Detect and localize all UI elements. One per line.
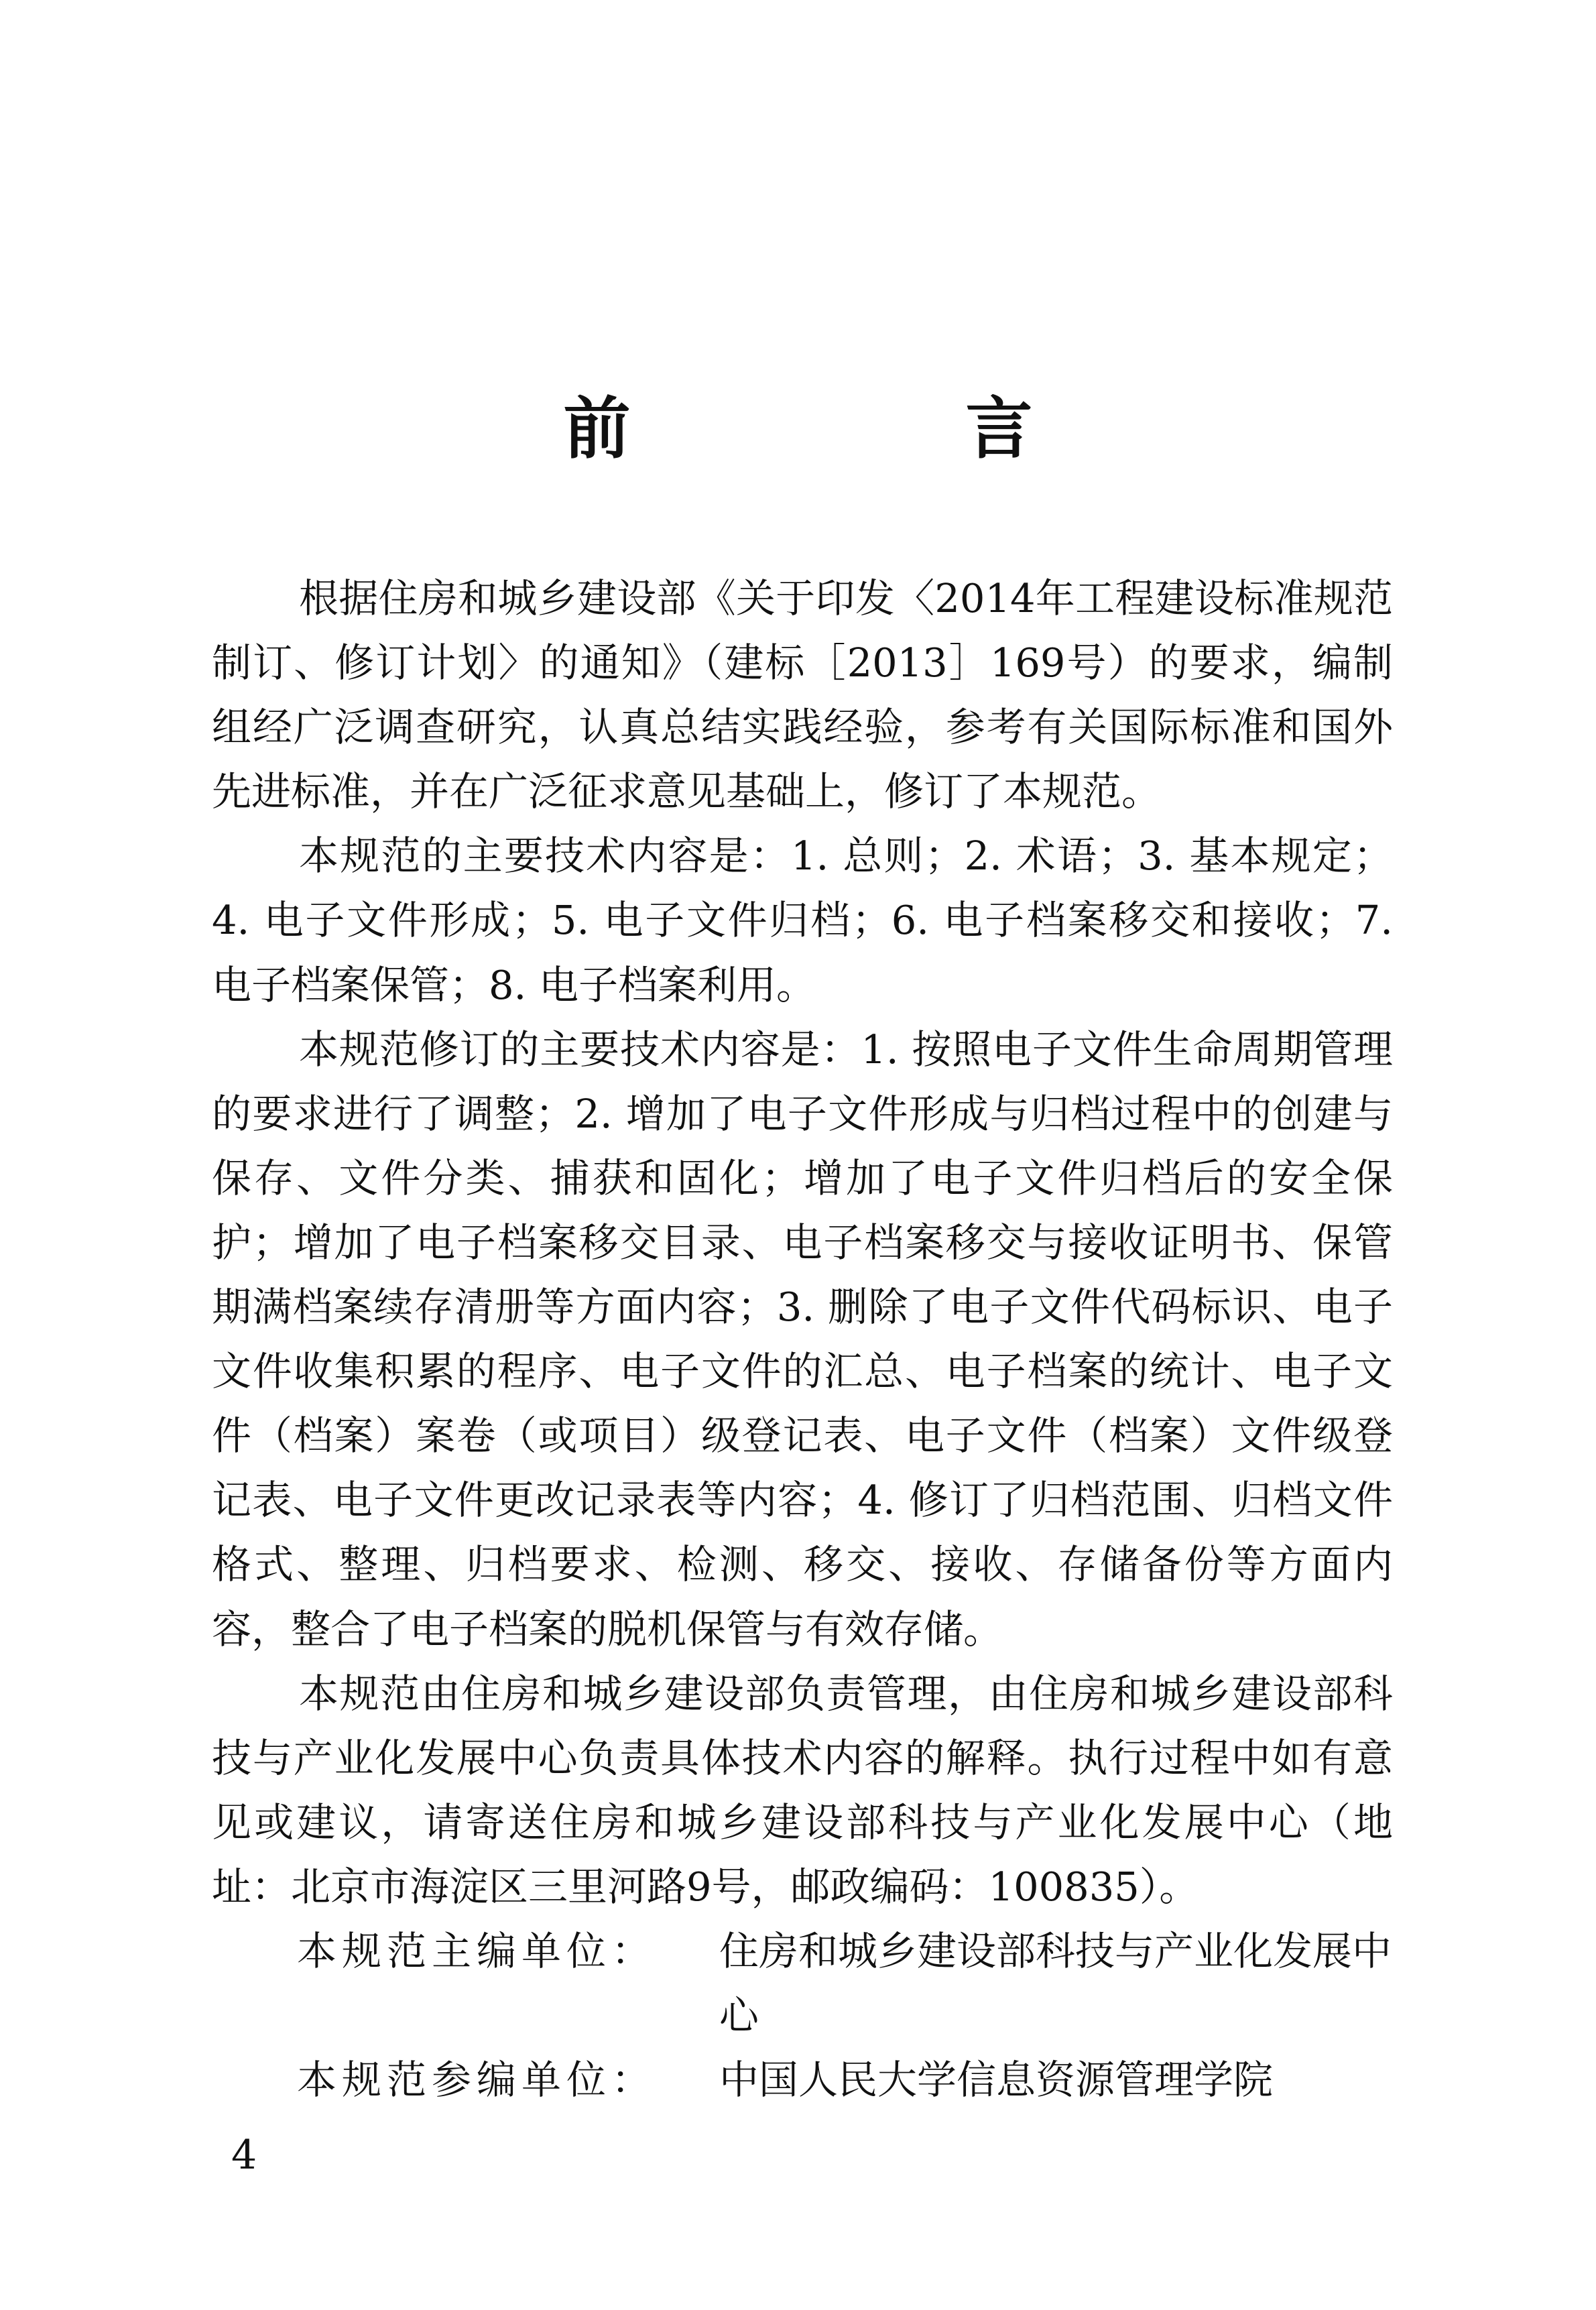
paragraph-background: 根据住房和城乡建设部《关于印发〈2014年工程建设标准规范制订、修订计划〉的通知》（建标［2013］169号）的要求，编制组经广泛调查研究，认真总结实践经验，参考有关国际标准和国外先进标准，并在广泛征求意见基础上，修订了本规范。 xyxy=(212,575,1393,815)
paragraph-revision-contents: 本规范修订的主要技术内容是：1. 按照电子文件生命周期管理的要求进行了调整；2. 增加了电子文件形成与归档过程中的创建与保存、文件分类、捕获和固化；增加了电子文件归档后的安全保护；增加了电子档案移交目录、电子档案移交与接收证明书、保管期满档案续存清册等方面内容；3. 删除了电子文件代码标识、电子文件收集积累的程序、电子文件的汇总、电子档案的统计、电子文件（档案）案卷（或项目）级登记表、电子文件（档案）文件级登记表、电子文件更改记录表等内容；4. 修订了归档范围、归档文件格式、整理、归档要求、检测、移交、接收、存储备份等方面内容，整合了电子档案的脱机保管与有效存储。 xyxy=(212,1026,1393,1652)
paragraph-main-contents: 本规范的主要技术内容是：1. 总则；2. 术语；3. 基本规定；4. 电子文件形成；5. 电子文件归档；6. 电子档案移交和接收；7. 电子档案保管；8. 电子档案利用。 xyxy=(212,833,1393,1008)
chief-editor-unit-value: 住房和城乡建设部科技与产业化发展中心 xyxy=(719,1927,1392,2039)
paragraph-management: 本规范由住房和城乡建设部负责管理，由住房和城乡建设部科技与产业化发展中心负责具体技术内容的解释。执行过程中如有意见或建议，请寄送住房和城乡建设部科技与产业化发展中心（地址：北京市海淀区三里河路9号，邮政编码：100835）。 xyxy=(212,1670,1393,1910)
chief-editor-unit-row xyxy=(212,1919,1393,2048)
participating-unit-value: 中国人民大学信息资源管理学院 xyxy=(719,2057,1274,2104)
participating-unit-label: 本规范参编单位： xyxy=(297,2057,657,2104)
chief-editor-unit-label: 本规范主编单位： xyxy=(297,1927,657,1974)
page-title: 前 言 xyxy=(563,389,1167,468)
page-number: 4 xyxy=(231,2132,257,2179)
participating-unit-row xyxy=(212,2048,1393,2112)
preface-body xyxy=(212,566,1393,2112)
